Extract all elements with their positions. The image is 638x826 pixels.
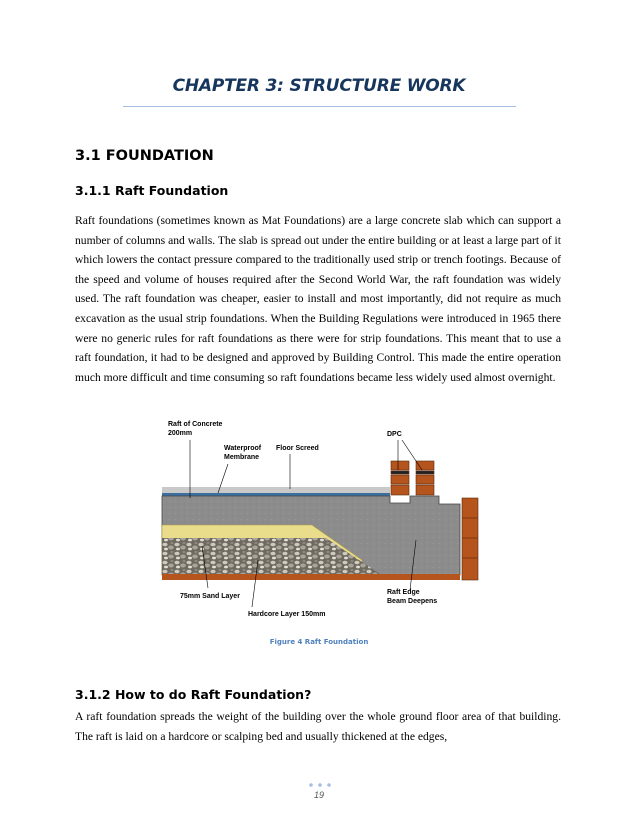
subsection-heading-how-to: 3.1.2 How to do Raft Foundation? [75,687,312,702]
raft-foundation-figure [150,380,495,620]
label-membrane-line1: Waterproof [224,445,262,452]
dpc-bricks [391,461,434,495]
page-number: 19 [313,790,324,800]
label-hardcore-layer: Hardcore Layer 150mm [248,611,326,618]
section-heading: 3.1 FOUNDATION [75,148,214,164]
waterproof-membrane [162,493,390,496]
floor-screed [162,487,390,493]
chapter-title: CHAPTER 3: STRUCTURE WORK [172,76,466,96]
page-dots-ornament [308,782,332,788]
subsection-heading: 3.1.1 Raft Foundation [75,183,229,198]
label-membrane-line2: Membrane [224,454,260,461]
paragraph-how-to: A raft foundation spreads the weight of the building over the whole ground floor area of that building. The raft is laid on a hardcore or scalping bed and usually thickened at the edges, [75,710,561,743]
outer-brick-wall [462,498,478,580]
label-sand-layer: 75mm Sand Layer [180,593,240,600]
label-dpc: DPC [387,431,402,438]
figure-caption: Figure 4 Raft Foundation [269,638,369,646]
raft-foundation-diagram [150,380,495,620]
label-raft-edge-line1: Raft Edge [387,589,420,596]
title-divider [123,106,516,107]
label-raft-line1: Raft of Concrete [168,421,223,428]
label-floor-screed: Floor Screed [276,445,319,452]
paragraph-raft-foundation: Raft foundations (sometimes known as Mat Foundations) are a large concrete slab which can support a number of columns and walls. The slab is spread out under the entire building or at least a large part of it which lowers the contact pressure compared to the traditionally used strip or trench footings. Because of the speed and volume of houses required after the Second World War, the raft foundation was widely used. The raft foundation was cheaper, easier to install and most importantly, did not require as much excavation as the usual strip foundations. When the Building Regulations were introduced in 1965 there were no generic rules for raft foundations as there were for strip foundations. This meant that to use a raft foundation, it had to be designed and approved by Building Control. This made the entire operation much more difficult and time consuming so raft foundations became less widely used almost overnight. [75,214,561,384]
label-raft-line2: 200mm [168,430,193,437]
label-raft-edge-line2: Beam Deepens [387,598,438,605]
